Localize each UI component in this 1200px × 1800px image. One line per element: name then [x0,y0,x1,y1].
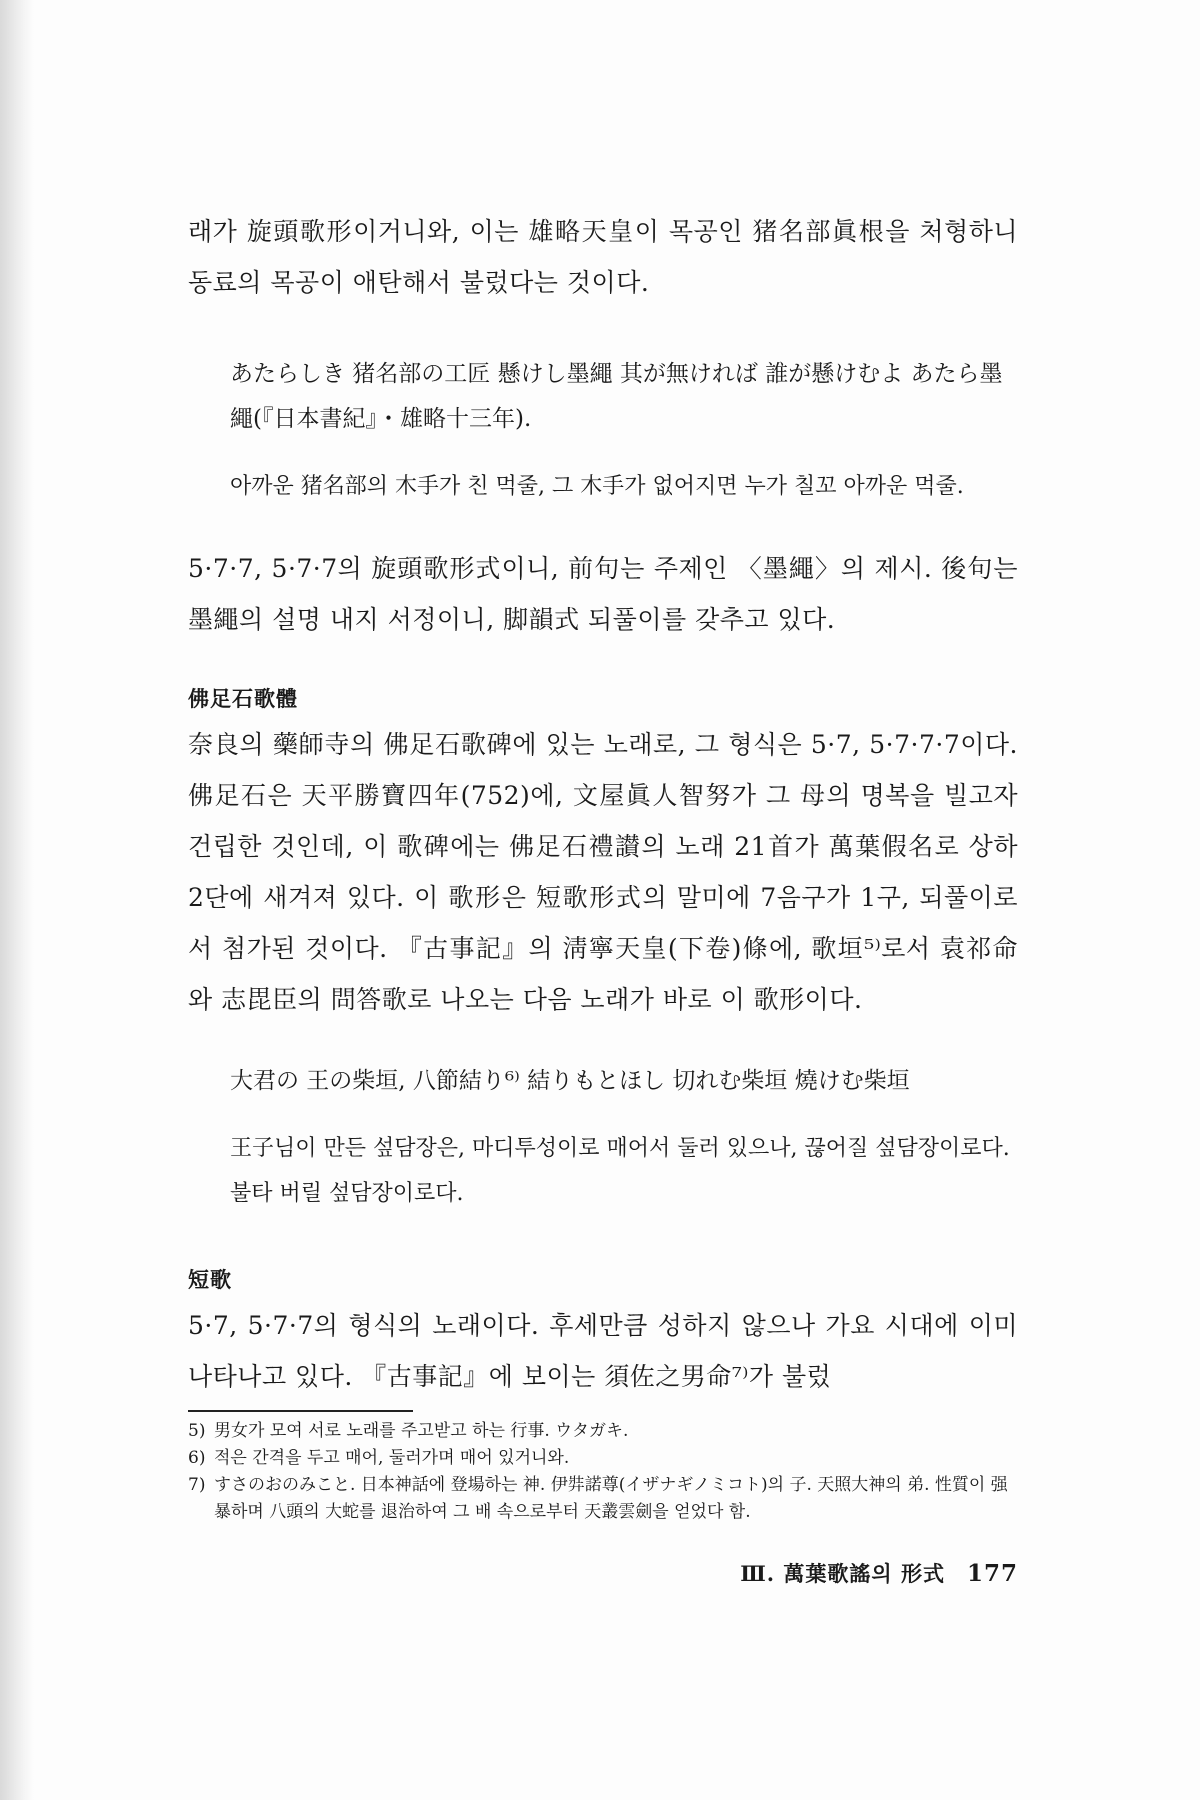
page-number: 177 [966,1560,1018,1587]
footnote-text: 적은 간격을 두고 매어, 둘러가며 매어 있거니와. [214,1448,570,1468]
section-heading-bussokuseki: 佛足石歌體 [188,687,298,711]
japanese-quote-2: 大君の 王の柴垣, 八節結り⁶⁾ 結りもとほし 切れむ柴垣 燒けむ柴垣 [230,1068,910,1094]
body-paragraph-2: 5·7·7, 5·7·7의 旋頭歌形式이니, 前句는 주제인 〈墨繩〉의 제시. 後句는 墨繩의 설명 내지 서정이니, 脚韻式 되풀이를 갖추고 있다. [188,554,1018,634]
japanese-quote-1: あたらしき 猪名部の工匠 懸けし墨繩 其が無ければ 誰が懸けむよ あたら墨繩(『日本書紀』・雄略十三年). [230,361,1003,432]
footnote-6 [188,1445,1018,1472]
body-paragraph-3: 奈良의 藥師寺의 佛足石歌碑에 있는 노래로, 그 형식은 5·7, 5·7·7·7이다. 佛足石은 天平勝寶四年(752)에, 文屋眞人智努가 그 母의 명복을 빌고자 건립한 것인데, 이 歌碑에는 佛足石禮讃의 노래 21首가 萬葉假名로 상하 2단에 새겨져 있다. 이 歌形은 短歌形式의 말미에 7음구가 1구, 되풀이로서 첨가된 것이다. 『古事記』의 淸寧天皇(下卷)條에, 歌垣⁵⁾로서 袁祁命와 志毘臣의 問答歌로 나오는 다음 노래가 바로 이 歌形이다. [188,730,1018,1014]
footnote-7 [188,1472,1018,1526]
footnote-5 [188,1418,1018,1445]
translation-2: 王子님이 만든 섶담장은, 마디투성이로 매어서 둘러 있으나, 끊어질 섶담장이로다. 불타 버릴 섶담장이로다. [230,1136,1010,1206]
binding-shadow [0,0,34,1800]
page-content [188,206,1018,1526]
footnotes [188,1418,1018,1526]
footnote-number: 7) [188,1475,206,1495]
body-paragraph-4: 5·7, 5·7·7의 형식의 노래이다. 후세만큼 성하지 않으나 가요 시대에 이미 나타나고 있다. 『古事記』에 보이는 須佐之男命⁷⁾가 불렀 [188,1311,1018,1391]
running-footer [700,1558,1018,1588]
body-paragraph-1: 래가 旋頭歌形이거니와, 이는 雄略天皇이 목공인 猪名部眞根을 처형하니 동료의 목공이 애탄해서 불렀다는 것이다. [188,217,1018,297]
footnote-number: 6) [188,1448,206,1468]
section-heading-tanka: 短歌 [188,1268,232,1292]
footnote-rule [188,1410,413,1412]
footnote-text: 男女가 모여 서로 노래를 주고받고 하는 行事. ウタガキ. [214,1421,629,1441]
footnote-number: 5) [188,1421,206,1441]
chapter-title: Ⅲ. 萬葉歌謠의 形式 [740,1561,945,1586]
footnote-text: すさのおのみこと. 日本神話에 登場하는 神. 伊弉諾尊(イザナギノミコト)의 子. 天照大神의 弟. 性質이 强暴하며 八頭의 大蛇를 退治하여 그 배 속으로부터 天叢雲劍을 얻었다 함. [214,1475,1008,1522]
translation-1: 아까운 猪名部의 木手가 친 먹줄, 그 木手가 없어지면 누가 칠꼬 아까운 먹줄. [230,474,964,499]
